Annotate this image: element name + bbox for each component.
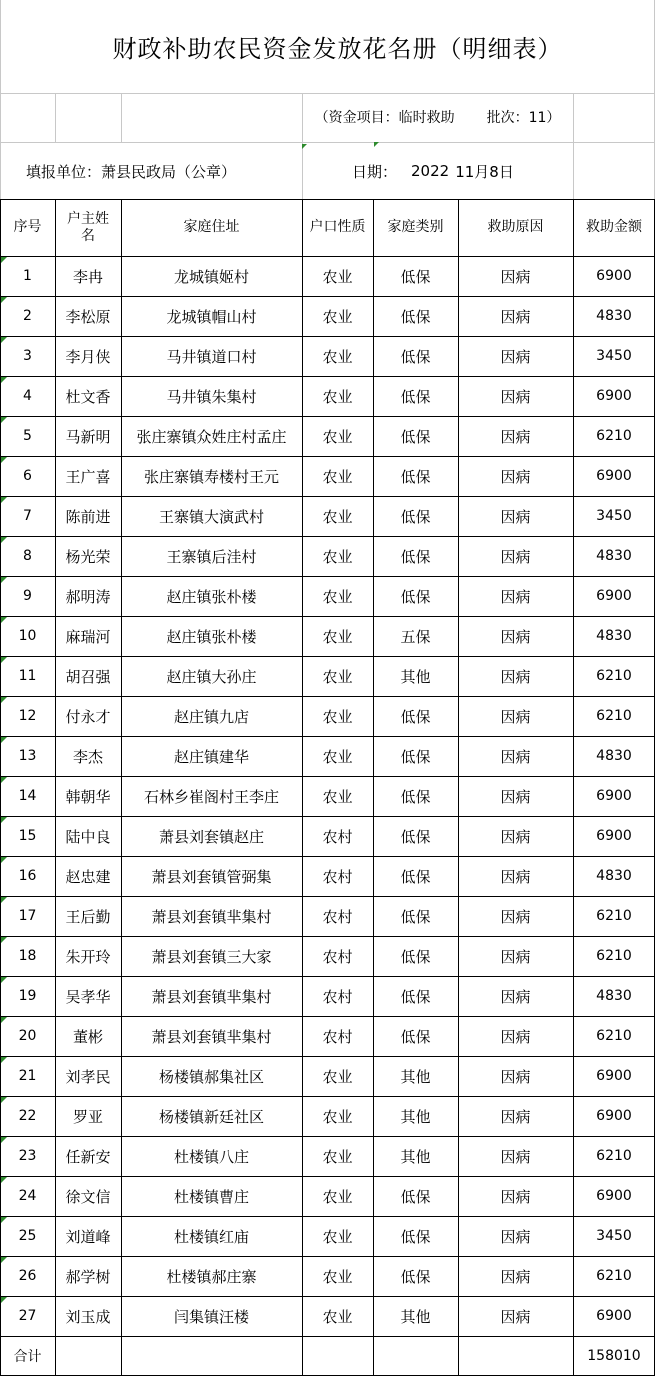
header-amount[interactable]: 救助金额 (586, 219, 642, 235)
number-format-indicator (1, 737, 7, 743)
cell-reason[interactable]: 因病 (500, 1027, 531, 1046)
cell-seq[interactable]: 4 (23, 388, 32, 404)
cell-seq[interactable]: 24 (18, 1188, 37, 1204)
number-format-indicator (1, 1257, 7, 1263)
cell-seq[interactable]: 22 (18, 1108, 37, 1124)
cell-reason[interactable]: 因病 (500, 1227, 531, 1246)
cell-family-type[interactable]: 低保 (400, 707, 431, 726)
cell-family-type[interactable]: 低保 (400, 1227, 431, 1246)
cell-seq[interactable]: 3 (23, 348, 32, 364)
cell-name[interactable]: 杜文香 (65, 387, 111, 406)
cell-family-type[interactable]: 其他 (400, 667, 431, 686)
cell-family-type[interactable]: 低保 (400, 1267, 431, 1286)
cell-reason[interactable]: 因病 (500, 827, 531, 846)
cell-family-type[interactable]: 低保 (400, 587, 431, 606)
cell-family-type[interactable]: 低保 (400, 787, 431, 806)
cell-hukou[interactable]: 农业 (322, 387, 353, 406)
cell-hukou[interactable]: 农村 (322, 987, 353, 1006)
fund-batch-label: 批次：11） (486, 110, 561, 126)
cell-amount[interactable]: 6900 (596, 788, 632, 804)
cell-hukou[interactable]: 农村 (322, 827, 353, 846)
cell-name[interactable]: 麻瑞河 (65, 627, 111, 646)
cell-address[interactable]: 赵庄镇张朴楼 (166, 587, 257, 606)
cell-address[interactable]: 龙城镇帽山村 (166, 307, 257, 326)
cell-reason[interactable]: 因病 (500, 467, 531, 486)
cell-address[interactable]: 张庄寨镇众姓庄村孟庄 (136, 427, 287, 446)
cell-hukou[interactable]: 农业 (322, 267, 353, 286)
cell-seq[interactable]: 12 (18, 708, 37, 724)
cell-hukou[interactable]: 农业 (322, 307, 353, 326)
date-year: 2022 (411, 162, 450, 180)
number-format-indicator (1, 817, 7, 823)
cell-reason[interactable]: 因病 (500, 347, 531, 366)
cell-seq[interactable]: 6 (23, 468, 32, 484)
cell-seq[interactable]: 15 (18, 828, 37, 844)
cell-hukou[interactable]: 农业 (322, 667, 353, 686)
cell-reason[interactable]: 因病 (500, 867, 531, 886)
cell-name[interactable]: 郝学树 (65, 1267, 111, 1286)
cell-hukou[interactable]: 农业 (322, 707, 353, 726)
cell-family-type[interactable]: 低保 (400, 907, 431, 926)
cell-amount[interactable]: 4830 (596, 868, 632, 884)
cell-address[interactable]: 赵庄镇建华 (173, 747, 249, 766)
number-format-indicator (1, 697, 7, 703)
number-format-indicator (1, 777, 7, 783)
cell-seq[interactable]: 16 (18, 868, 37, 884)
cell-name[interactable]: 任新安 (65, 1147, 111, 1166)
cell-name[interactable]: 马新明 (65, 427, 111, 446)
cell-seq[interactable]: 7 (23, 508, 32, 524)
cell-address[interactable]: 杜楼镇红庙 (173, 1227, 249, 1246)
cell-amount[interactable]: 3450 (596, 348, 632, 364)
cell-amount[interactable]: 4830 (596, 988, 632, 1004)
cell-amount[interactable]: 6900 (596, 1108, 632, 1124)
number-format-indicator (1, 257, 7, 263)
total-empty-cell[interactable] (121, 1336, 302, 1376)
number-format-indicator (1, 897, 7, 903)
number-format-indicator (1, 1017, 7, 1023)
cell-reason[interactable]: 因病 (500, 1067, 531, 1086)
cell-amount[interactable]: 6900 (596, 1308, 632, 1324)
cell-reason[interactable]: 因病 (500, 1267, 531, 1286)
number-format-indicator (302, 144, 307, 149)
cell-hukou[interactable]: 农业 (322, 347, 353, 366)
date-month-day: 11月8日 (455, 162, 514, 181)
header-seq[interactable]: 序号 (13, 219, 42, 235)
cell-reason[interactable]: 因病 (500, 507, 531, 526)
cell-family-type[interactable]: 其他 (400, 1107, 431, 1126)
reporting-unit-cell[interactable]: 填报单位：萧县民政局（公章） (26, 162, 237, 181)
cell-name[interactable]: 董彬 (72, 1027, 103, 1046)
cell-family-type[interactable]: 五保 (400, 627, 431, 646)
cell-name[interactable]: 王广喜 (65, 467, 111, 486)
cell-family-type[interactable]: 低保 (400, 747, 431, 766)
cell-name[interactable]: 刘孝民 (65, 1067, 111, 1086)
cell-amount[interactable]: 6900 (596, 1188, 632, 1204)
cell-hukou[interactable]: 农业 (322, 1187, 353, 1206)
date-cell[interactable] (302, 143, 573, 199)
cell-address[interactable]: 赵庄镇大孙庄 (166, 667, 257, 686)
cell-hukou[interactable]: 农业 (322, 1107, 353, 1126)
cell-reason[interactable]: 因病 (500, 947, 531, 966)
date-label: 日期： (352, 162, 398, 181)
cell-name[interactable]: 李月侠 (65, 347, 111, 366)
cell-hukou[interactable]: 农业 (322, 787, 353, 806)
cell-amount[interactable]: 6210 (596, 708, 632, 724)
total-amount[interactable]: 158010 (587, 1348, 641, 1364)
cell-address[interactable]: 石林乡崔阁村王李庄 (143, 787, 279, 806)
header-address[interactable]: 家庭住址 (183, 219, 240, 235)
cell-family-type[interactable]: 低保 (400, 1187, 431, 1206)
cell-hukou[interactable]: 农村 (322, 867, 353, 886)
cell-amount[interactable]: 4830 (596, 308, 632, 324)
cell-name[interactable]: 李松原 (65, 307, 111, 326)
cell-hukou[interactable]: 农业 (322, 747, 353, 766)
cell-address[interactable]: 赵庄镇九店 (173, 707, 249, 726)
cell-hukou[interactable]: 农业 (322, 1147, 353, 1166)
number-format-indicator (1, 977, 7, 983)
cell-family-type[interactable]: 低保 (400, 467, 431, 486)
cell-address[interactable]: 萧县刘套镇赵庄 (158, 827, 264, 846)
cell-family-type[interactable]: 低保 (400, 547, 431, 566)
number-format-indicator (1, 857, 7, 863)
cell-hukou[interactable]: 农村 (322, 907, 353, 926)
cell-reason[interactable]: 因病 (500, 267, 531, 286)
number-format-indicator (1, 577, 7, 583)
cell-hukou[interactable]: 农业 (322, 1307, 353, 1326)
cell-address[interactable]: 杜楼镇曹庄 (173, 1187, 249, 1206)
cell-family-type[interactable]: 低保 (400, 987, 431, 1006)
cell-family-type[interactable]: 低保 (400, 307, 431, 326)
number-format-indicator (1, 657, 7, 663)
cell-seq[interactable]: 26 (18, 1268, 37, 1284)
cell-address[interactable]: 马井镇道口村 (166, 347, 257, 366)
cell-hukou[interactable]: 农业 (322, 507, 353, 526)
fund-project-label: （资金项目：临时救助 (314, 110, 455, 126)
cell-reason[interactable]: 因病 (500, 387, 531, 406)
cell-hukou[interactable]: 农业 (322, 1227, 353, 1246)
cell-name[interactable]: 李杰 (72, 747, 103, 766)
cell-hukou[interactable]: 农村 (322, 1027, 353, 1046)
cell-reason[interactable]: 因病 (500, 307, 531, 326)
cell-amount[interactable]: 6210 (596, 428, 632, 444)
cell-name[interactable]: 罗亚 (72, 1107, 103, 1126)
number-format-indicator (1, 337, 7, 343)
cell-reason[interactable]: 因病 (500, 547, 531, 566)
cell-amount[interactable]: 6210 (596, 908, 632, 924)
total-empty-cell[interactable] (302, 1336, 373, 1376)
total-empty-cell[interactable] (458, 1336, 573, 1376)
header-family-type[interactable]: 家庭类别 (387, 219, 444, 235)
cell-family-type[interactable]: 其他 (400, 1147, 431, 1166)
cell-address[interactable]: 杨楼镇郝集社区 (158, 1067, 264, 1086)
total-empty-cell[interactable] (373, 1336, 458, 1376)
cell-family-type[interactable]: 低保 (400, 947, 431, 966)
cell-address[interactable]: 闫集镇汪楼 (173, 1307, 249, 1326)
cell-amount[interactable]: 4830 (596, 628, 632, 644)
cell-reason[interactable]: 因病 (500, 587, 531, 606)
cell-name[interactable]: 陈前进 (65, 507, 111, 526)
cell-seq[interactable]: 25 (18, 1228, 37, 1244)
cell-seq[interactable]: 20 (18, 1028, 37, 1044)
number-format-indicator (1, 1057, 7, 1063)
cell-amount[interactable]: 6210 (596, 1148, 632, 1164)
cell-amount[interactable]: 6210 (596, 948, 632, 964)
number-format-indicator (1, 297, 7, 303)
cell-seq[interactable]: 8 (23, 548, 32, 564)
cell-reason[interactable]: 因病 (500, 1307, 531, 1326)
cell-address[interactable]: 张庄寨镇寿楼村王元 (143, 467, 279, 486)
cell-seq[interactable]: 19 (18, 988, 37, 1004)
number-format-indicator (1, 1177, 7, 1183)
cell-name[interactable]: 刘道峰 (65, 1227, 111, 1246)
cell-seq[interactable]: 27 (18, 1308, 37, 1324)
number-format-indicator (374, 142, 379, 147)
cell-address[interactable]: 萧县刘套镇芈集村 (151, 1027, 272, 1046)
cell-seq[interactable]: 13 (18, 748, 37, 764)
cell-amount[interactable]: 6900 (596, 388, 632, 404)
header-reason[interactable]: 救助原因 (487, 219, 544, 235)
number-format-indicator (1, 417, 7, 423)
cell-reason[interactable]: 因病 (500, 747, 531, 766)
cell-name[interactable]: 赵忠建 (65, 867, 111, 886)
cell-amount[interactable]: 6900 (596, 468, 632, 484)
fund-info-cell[interactable] (302, 93, 573, 141)
cell-address[interactable]: 赵庄镇张朴楼 (166, 627, 257, 646)
cell-amount[interactable]: 3450 (596, 508, 632, 524)
cell-amount[interactable]: 6900 (596, 588, 632, 604)
cell-hukou[interactable]: 农业 (322, 587, 353, 606)
cell-hukou[interactable]: 农业 (322, 427, 353, 446)
cell-hukou[interactable]: 农业 (322, 467, 353, 486)
cell-seq[interactable]: 18 (18, 948, 37, 964)
cell-reason[interactable]: 因病 (500, 907, 531, 926)
cell-seq[interactable]: 10 (18, 628, 37, 644)
cell-reason[interactable]: 因病 (500, 1147, 531, 1166)
cell-address[interactable]: 王寨镇大演武村 (158, 507, 264, 526)
cell-reason[interactable]: 因病 (500, 667, 531, 686)
cell-address[interactable]: 杨楼镇新廷社区 (158, 1107, 264, 1126)
cell-reason[interactable]: 因病 (500, 707, 531, 726)
cell-name[interactable]: 胡召强 (65, 667, 111, 686)
cell-name[interactable]: 吴孝华 (65, 987, 111, 1006)
cell-family-type[interactable]: 其他 (400, 1067, 431, 1086)
cell-address[interactable]: 萧县刘套镇三大家 (151, 947, 272, 966)
number-format-indicator (1, 937, 7, 943)
number-format-indicator (1, 1097, 7, 1103)
cell-reason[interactable]: 因病 (500, 627, 531, 646)
cell-seq[interactable]: 21 (18, 1068, 37, 1084)
cell-amount[interactable]: 6210 (596, 668, 632, 684)
cell-family-type[interactable]: 低保 (400, 267, 431, 286)
cell-hukou[interactable]: 农业 (322, 1067, 353, 1086)
cell-hukou[interactable]: 农业 (322, 1267, 353, 1286)
cell-address[interactable]: 萧县刘套镇芈集村 (151, 987, 272, 1006)
cell-hukou[interactable]: 农业 (322, 547, 353, 566)
cell-amount[interactable]: 4830 (596, 548, 632, 564)
cell-name[interactable]: 陆中良 (65, 827, 111, 846)
sheet-title[interactable]: 财政补助农民资金发放花名册（明细表） (112, 35, 563, 63)
cell-seq[interactable]: 14 (18, 788, 37, 804)
number-format-indicator (1, 537, 7, 543)
cell-address[interactable]: 萧县刘套镇管弼集 (151, 867, 272, 886)
cell-name[interactable]: 王后勤 (65, 907, 111, 926)
cell-address[interactable]: 萧县刘套镇芈集村 (151, 907, 272, 926)
cell-family-type[interactable]: 低保 (400, 827, 431, 846)
cell-hukou[interactable]: 农业 (322, 627, 353, 646)
cell-seq[interactable]: 2 (23, 308, 32, 324)
cell-name[interactable]: 杨光荣 (65, 547, 111, 566)
cell-family-type[interactable]: 低保 (400, 867, 431, 886)
number-format-indicator (1, 457, 7, 463)
cell-seq[interactable]: 1 (23, 268, 32, 284)
number-format-indicator (1, 617, 7, 623)
cell-family-type[interactable]: 低保 (400, 347, 431, 366)
cell-name[interactable]: 朱开玲 (65, 947, 111, 966)
number-format-indicator (1, 1137, 7, 1143)
cell-amount[interactable]: 6900 (596, 828, 632, 844)
cell-address[interactable]: 杜楼镇郝庄寨 (166, 1267, 257, 1286)
cell-seq[interactable]: 23 (18, 1148, 37, 1164)
cell-reason[interactable]: 因病 (500, 1187, 531, 1206)
total-label[interactable]: 合计 (13, 1349, 42, 1365)
cell-address[interactable]: 马井镇朱集村 (166, 387, 257, 406)
cell-seq[interactable]: 9 (23, 588, 32, 604)
cell-name[interactable]: 李冉 (72, 267, 103, 286)
cell-reason[interactable]: 因病 (500, 1107, 531, 1126)
cell-name[interactable]: 韩朝华 (65, 787, 111, 806)
cell-reason[interactable]: 因病 (500, 787, 531, 806)
total-empty-cell[interactable] (55, 1336, 121, 1376)
header-hukou[interactable]: 户口性质 (309, 219, 366, 235)
number-format-indicator (1, 1297, 7, 1303)
cell-family-type[interactable]: 低保 (400, 1027, 431, 1046)
cell-reason[interactable]: 因病 (500, 987, 531, 1006)
cell-seq[interactable]: 5 (23, 428, 32, 444)
cell-seq[interactable]: 11 (18, 668, 37, 684)
cell-reason[interactable]: 因病 (500, 427, 531, 446)
cell-hukou[interactable]: 农村 (322, 947, 353, 966)
cell-name[interactable]: 郝明涛 (65, 587, 111, 606)
cell-amount[interactable]: 4830 (596, 748, 632, 764)
cell-seq[interactable]: 17 (18, 908, 37, 924)
number-format-indicator (1, 497, 7, 503)
cell-name[interactable]: 付永才 (65, 707, 111, 726)
cell-family-type[interactable]: 低保 (400, 507, 431, 526)
cell-family-type[interactable]: 低保 (400, 427, 431, 446)
header-name[interactable]: 户主姓名 (67, 210, 109, 244)
cell-amount[interactable]: 3450 (596, 1228, 632, 1244)
cell-family-type[interactable]: 低保 (400, 387, 431, 406)
cell-amount[interactable]: 6210 (596, 1028, 632, 1044)
cell-amount[interactable]: 6900 (596, 1068, 632, 1084)
cell-name[interactable]: 刘玉成 (65, 1307, 111, 1326)
cell-family-type[interactable]: 其他 (400, 1307, 431, 1326)
cell-name[interactable]: 徐文信 (65, 1187, 111, 1206)
cell-address[interactable]: 杜楼镇八庄 (173, 1147, 249, 1166)
cell-address[interactable]: 王寨镇后洼村 (166, 547, 257, 566)
cell-address[interactable]: 龙城镇姬村 (173, 267, 249, 286)
cell-amount[interactable]: 6210 (596, 1268, 632, 1284)
number-format-indicator (1, 1217, 7, 1223)
number-format-indicator (1, 377, 7, 383)
cell-amount[interactable]: 6900 (596, 268, 632, 284)
